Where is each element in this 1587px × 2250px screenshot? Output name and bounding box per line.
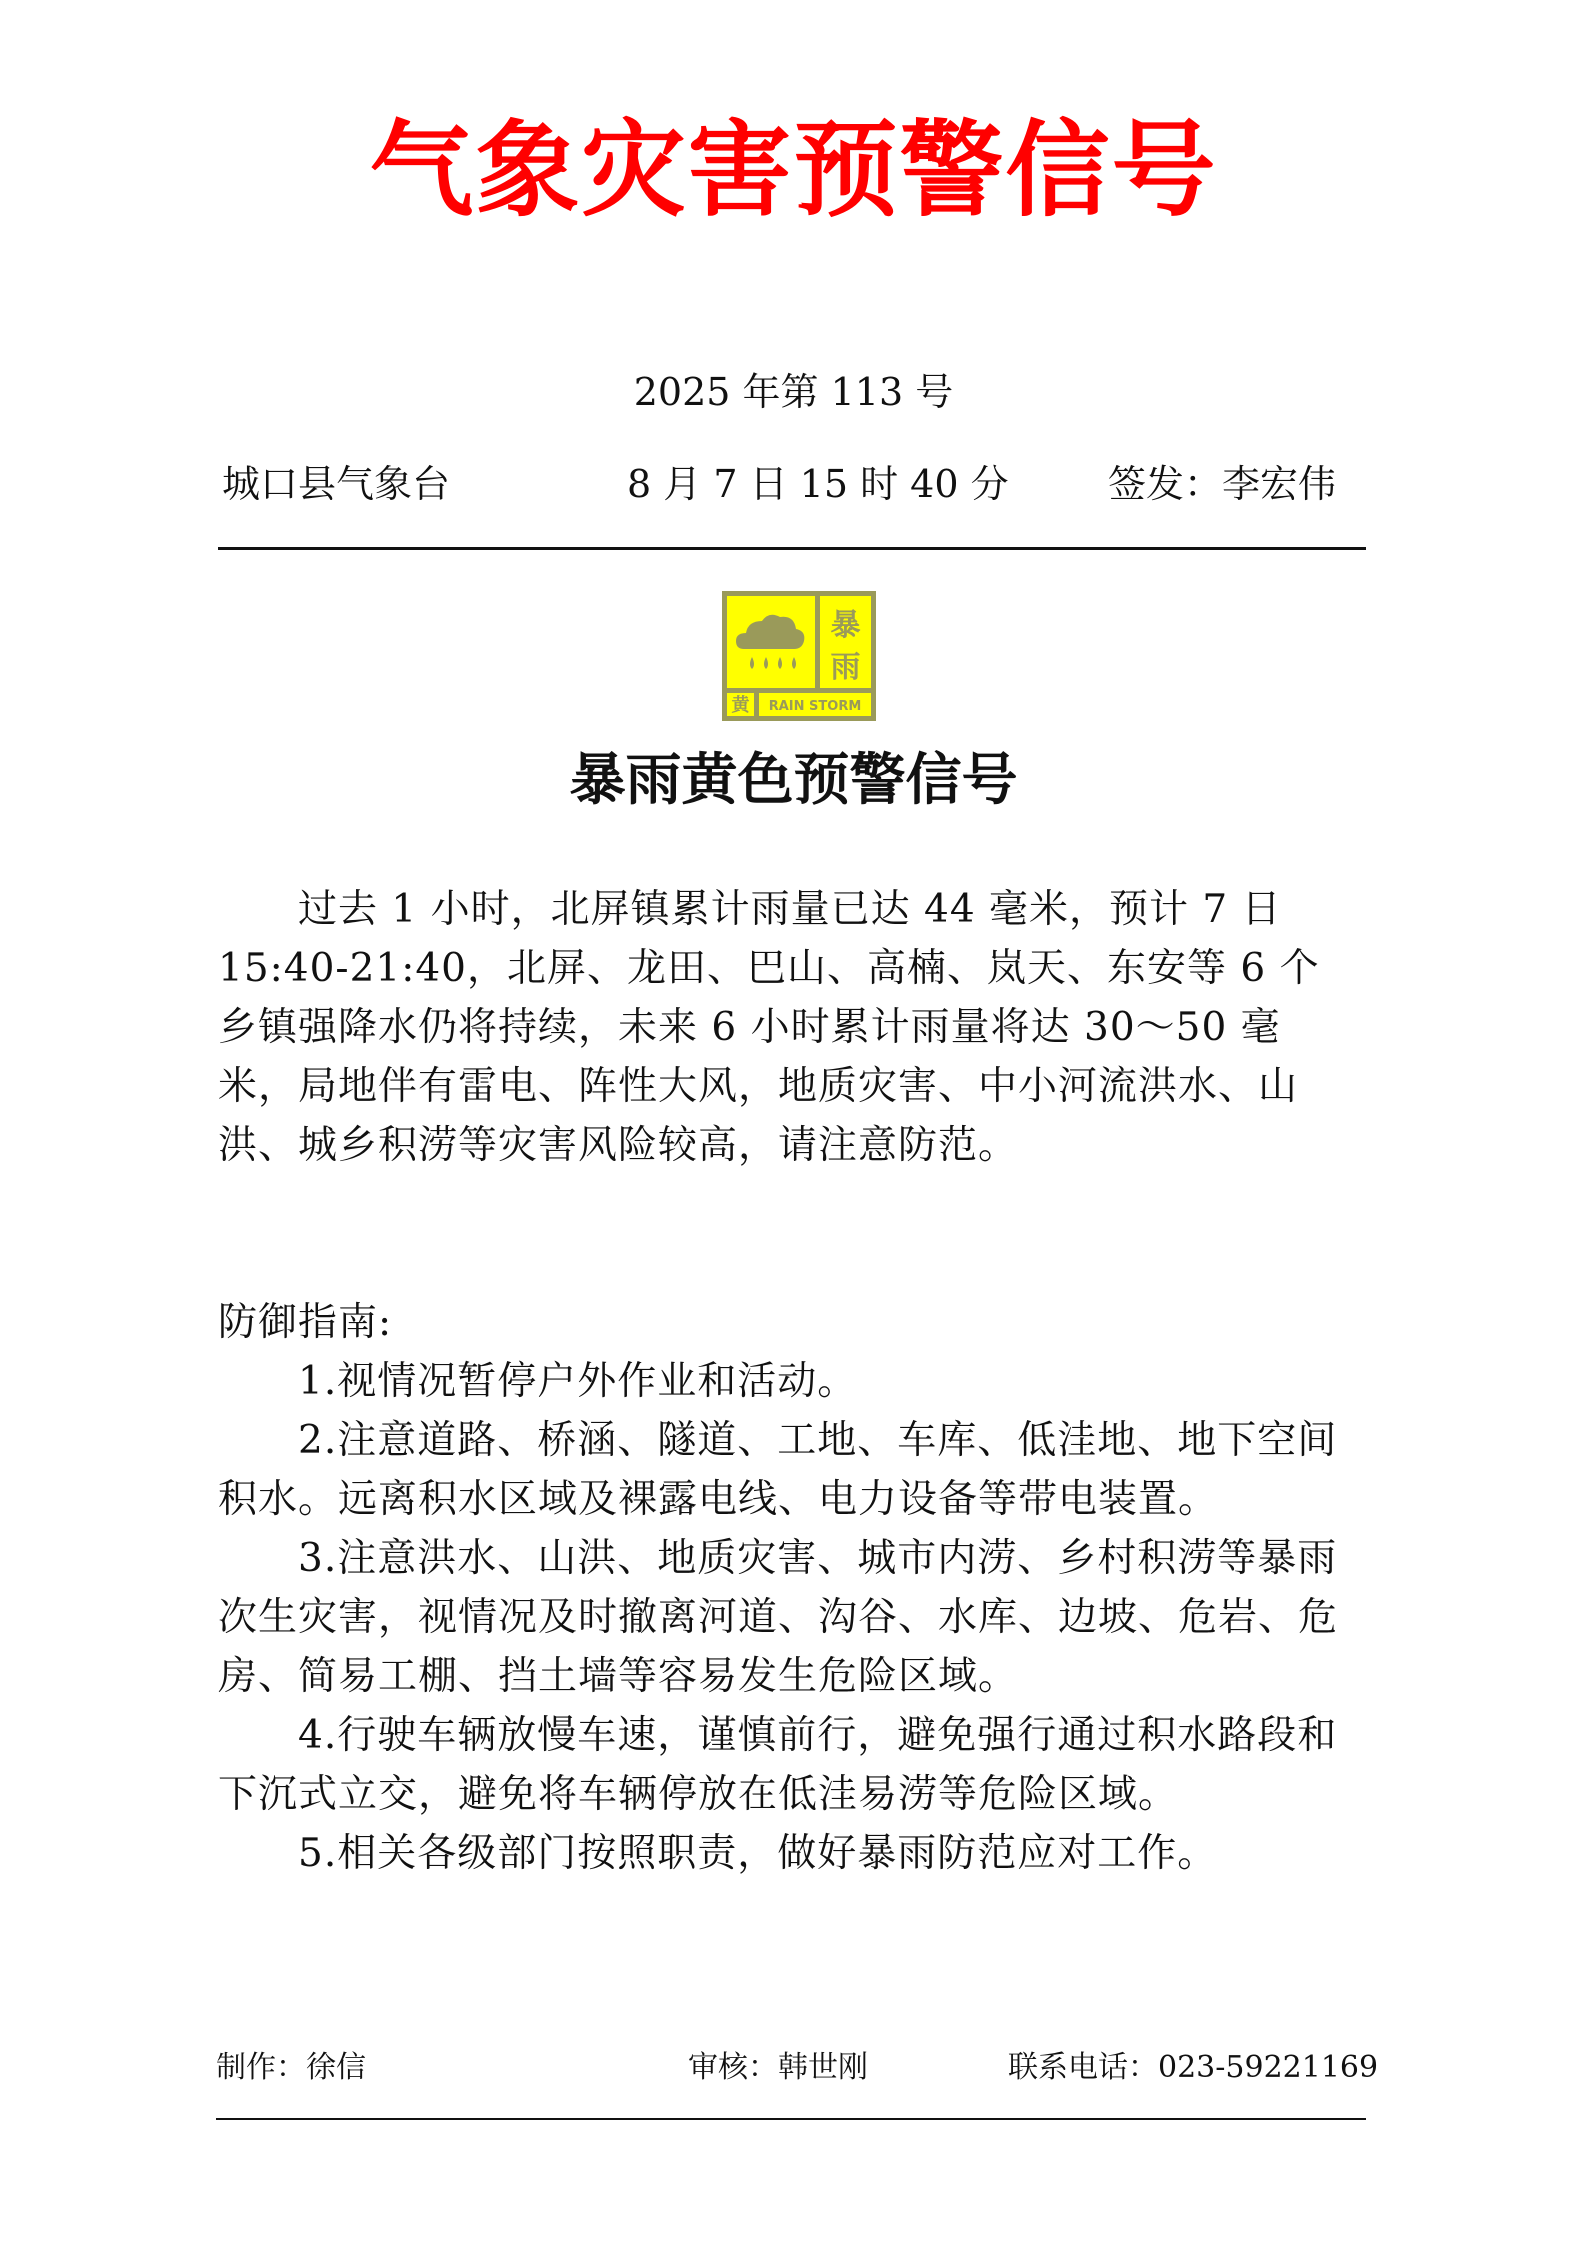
issuer-name: 城口县气象台 <box>222 462 451 506</box>
footer-phone: 联系电话：023-59221169 <box>1008 2050 1379 2085</box>
signer: 签发：李宏伟 <box>1108 462 1337 506</box>
footer-reviewer: 审核：韩世刚 <box>688 2050 868 2085</box>
page-title: 气象灾害预警信号 <box>369 108 1218 231</box>
guide-heading: 防御指南: <box>218 1300 393 1345</box>
issue-time: 8 月 7 日 15 时 40 分 <box>627 462 1009 506</box>
footer-divider <box>216 2118 1366 2120</box>
guide-item: 1.视情况暂停户外作业和活动。 <box>298 1359 858 1404</box>
icon-label-corner: 黄 <box>731 695 750 716</box>
body-text <box>218 880 1358 1883</box>
footer-producer: 制作：徐信 <box>216 2050 366 2085</box>
guide-item: 5.相关各级部门按照职责，做好暴雨防范应对工作。 <box>298 1831 1218 1876</box>
guide-item: 2.注意道路、桥涵、隧道、工地、车库、低洼地、地下空间积水。远离积水区域及裸露电线、电力设备等带电装置。 <box>218 1418 1338 1522</box>
header-divider <box>218 547 1366 550</box>
guide-item: 3.注意洪水、山洪、地质灾害、城市内涝、乡村积涝等暴雨次生灾害，视情况及时撤离河道、沟谷、水库、边坡、危岩、危房、简易工棚、挡土墙等容易发生危险区域。 <box>218 1536 1339 1699</box>
issue-number: 2025 年第 113 号 <box>633 370 954 414</box>
icon-label-english: RAIN STORM <box>768 699 862 714</box>
icon-label-bottom: 雨 <box>830 650 861 685</box>
signal-heading: 暴雨黄色预警信号 <box>569 747 1018 813</box>
rainstorm-yellow-icon <box>722 591 876 721</box>
guide-item: 4.行驶车辆放慢车速，谨慎前行，避免强行通过积水路段和下沉式立交，避免将车辆停放在低洼易涝等危险区域。 <box>218 1713 1338 1817</box>
icon-label-top: 暴 <box>830 608 861 643</box>
warning-paragraph: 过去 1 小时，北屏镇累计雨量已达 44 毫米，预计 7 日 15:40-21:40，北屏、龙田、巴山、高楠、岚天、东安等 6 个乡镇强降水仍将持续，未来 6 小时累计雨量将达 30～50 毫米，局地伴有雷电、阵性大风，地质灾害、中小河流洪水、山洪、城乡积涝等灾害风险较高，请注意防范。 <box>218 887 1320 1168</box>
